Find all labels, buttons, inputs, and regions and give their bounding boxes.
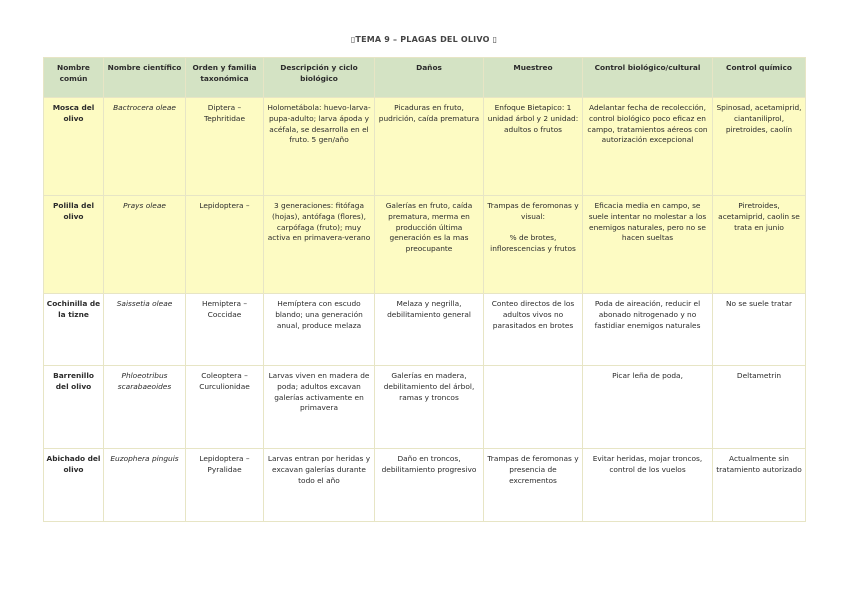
cell-scientific-name: Phloeotribus scarabaeoides xyxy=(104,366,186,449)
cell-scientific-name: Bactrocera oleae xyxy=(104,98,186,196)
cell-taxonomic-order: Diptera – Tephritidae xyxy=(186,98,264,196)
cell-description: 3 generaciones: fitófaga (hojas), antófaga (flores), carpófaga (fruto); muy activa en primavera-verano xyxy=(264,196,375,294)
cell-description: Hemíptera con escudo blando; una generación anual, produce melaza xyxy=(264,294,375,366)
cell-description: Larvas viven en madera de poda; adultos excavan galerías activamente en primavera xyxy=(264,366,375,449)
header-taxonomic-order: Orden y familia taxonómica xyxy=(186,58,264,98)
pests-table xyxy=(43,57,806,522)
cell-damage: Galerías en fruto, caída prematura, merma en producción última generación es la mas preocupante xyxy=(375,196,484,294)
cell-common-name: Cochinilla de la tizne xyxy=(44,294,104,366)
cell-biological-control: Evitar heridas, mojar troncos, control de los vuelos xyxy=(583,449,713,522)
cell-common-name: Abichado del olivo xyxy=(44,449,104,522)
cell-description: Holometábola: huevo-larva-pupa-adulto; larva ápoda y acéfala, se desarrolla en el fruto. 5 gen/año xyxy=(264,98,375,196)
cell-taxonomic-order: Lepidoptera – Pyralidae xyxy=(186,449,264,522)
header-scientific-name: Nombre científico xyxy=(104,58,186,98)
cell-sampling xyxy=(484,366,583,449)
cell-taxonomic-order: Hemiptera – Coccidae xyxy=(186,294,264,366)
cell-damage: Picaduras en fruto, pudrición, caída prematura xyxy=(375,98,484,196)
table-row xyxy=(44,449,806,522)
cell-scientific-name: Saissetia oleae xyxy=(104,294,186,366)
cell-description: Larvas entran por heridas y excavan galerías durante todo el año xyxy=(264,449,375,522)
header-common-name: Nombre común xyxy=(44,58,104,98)
cell-biological-control: Picar leña de poda, xyxy=(583,366,713,449)
cell-common-name: Polilla del olivo xyxy=(44,196,104,294)
cell-biological-control: Poda de aireación, reducir el abonado nitrogenado y no fastidiar enemigos naturales xyxy=(583,294,713,366)
cell-sampling: Conteo directos de los adultos vivos no parasitados en brotes xyxy=(484,294,583,366)
table-header-row xyxy=(44,58,806,98)
cell-biological-control: Adelantar fecha de recolección, control biológico poco eficaz en campo, tratamientos aéreos con autorización excepcional xyxy=(583,98,713,196)
table-row xyxy=(44,366,806,449)
cell-scientific-name: Euzophera pinguis xyxy=(104,449,186,522)
header-biological-control: Control biológico/cultural xyxy=(583,58,713,98)
cell-sampling: Trampas de feromonas y visual: % de brotes, inflorescencias y frutos xyxy=(484,196,583,294)
cell-sampling: Enfoque Bietapico: 1 unidad árbol y 2 unidad: adultos o frutos xyxy=(484,98,583,196)
cell-taxonomic-order: Coleoptera – Curculionidae xyxy=(186,366,264,449)
header-chemical-control: Control químico xyxy=(713,58,806,98)
document-title: ▯TEMA 9 – PLAGAS DEL OLIVO ▯ xyxy=(350,35,498,44)
cell-biological-control: Eficacia media en campo, se suele intentar no molestar a los enemigos naturales, pero no se hacen sueltas xyxy=(583,196,713,294)
header-description: Descripción y ciclo biológico xyxy=(264,58,375,98)
cell-sampling: Trampas de feromonas y presencia de excrementos xyxy=(484,449,583,522)
cell-chemical-control: Piretroides, acetamiprid, caolin se trata en junio xyxy=(713,196,806,294)
cell-scientific-name: Prays oleae xyxy=(104,196,186,294)
cell-chemical-control: Deltametrin xyxy=(713,366,806,449)
cell-damage: Daño en troncos, debilitamiento progresivo xyxy=(375,449,484,522)
cell-chemical-control: Actualmente sin tratamiento autorizado xyxy=(713,449,806,522)
cell-common-name: Mosca del olivo xyxy=(44,98,104,196)
cell-common-name: Barrenillo del olivo xyxy=(44,366,104,449)
header-sampling: Muestreo xyxy=(484,58,583,98)
cell-chemical-control: No se suele tratar xyxy=(713,294,806,366)
header-damage: Daños xyxy=(375,58,484,98)
table-row xyxy=(44,294,806,366)
cell-taxonomic-order: Lepidoptera – xyxy=(186,196,264,294)
cell-damage: Melaza y negrilla, debilitamiento general xyxy=(375,294,484,366)
cell-damage: Galerías en madera, debilitamiento del árbol, ramas y troncos xyxy=(375,366,484,449)
table-row xyxy=(44,98,806,196)
cell-chemical-control: Spinosad, acetamiprid, ciantaniliprol, piretroides, caolín xyxy=(713,98,806,196)
table-row xyxy=(44,196,806,294)
